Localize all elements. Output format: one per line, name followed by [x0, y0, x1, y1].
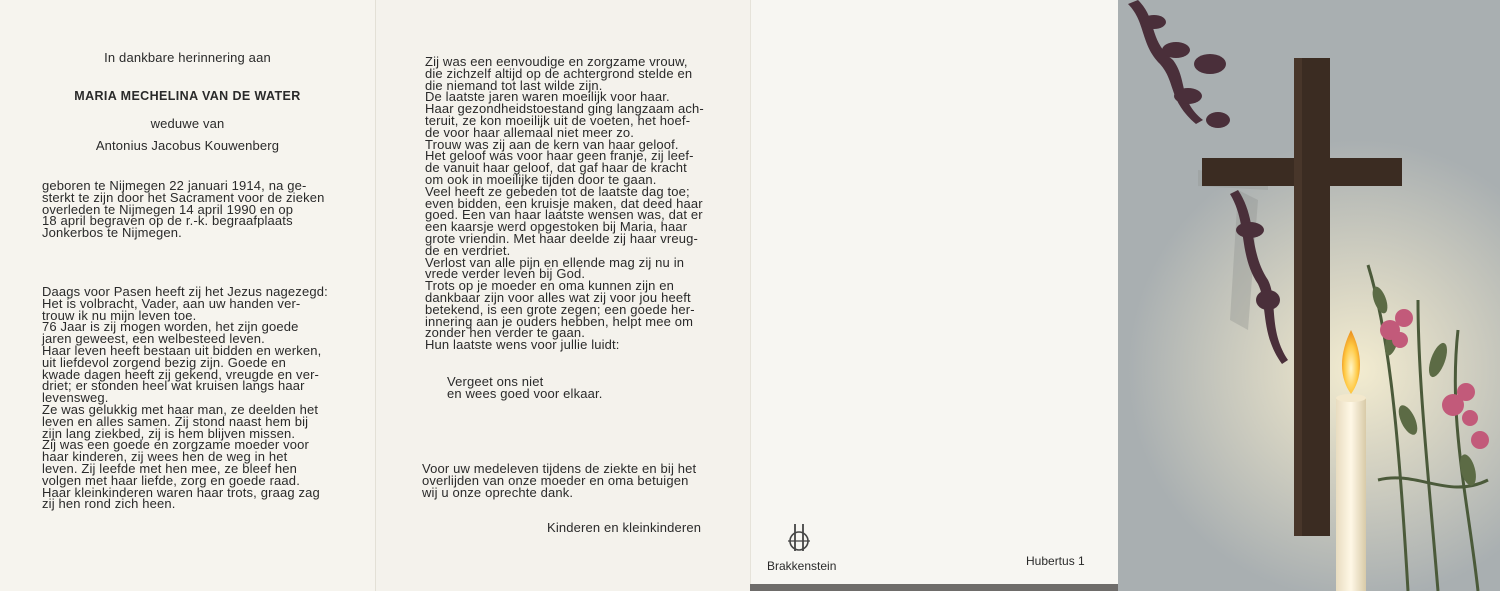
deceased-name: MARIA MECHELINA VAN DE WATER [74, 89, 301, 103]
card-panel-left [0, 0, 375, 591]
last-wish-quote: Vergeet ons niet en wees goed voor elkaar. [447, 374, 603, 401]
card-panel-middle [375, 0, 750, 591]
cross-candle-photo [1118, 0, 1500, 591]
candle [1336, 398, 1366, 591]
publisher-logo-icon [784, 521, 814, 555]
signature-line: Kinderen en kleinkinderen [547, 520, 702, 535]
publisher-name: Brakkenstein [767, 559, 837, 573]
photo-illustration [1118, 0, 1500, 591]
bottom-strip [750, 584, 1118, 591]
card-panel-back [750, 0, 1118, 591]
memorial-text-continued: Zij was een eenvoudige en zorgzame vrouw, die zichzelf altijd op de achtergrond stelde en die niemand tot last wilde zijn. De laatste jaren waren moeilijk voor haar. Haar gezondheidstoestand ging langzaam ach- teruit, ze kon moeilijk uit de voeten, het hoef- de voor haar allemaal niet meer zo. Trouw was zij aan de kern van haar geloof. Het geloof was voor haar geen franje, zij leef- de vanuit haar geloof, dat gaf haar de kracht om ook in moeilijke tijden door te gaan. Veel heeft ze gebeden tot de laatste dag toe; even bidden, een kruisje maken, dat deed haar goed. Een van haar laatste wensen was, dat er een kaarsje werd opgestoken bij Maria, haar grote vriendin. Met haar deelde zij haar vreug- de en verdriet. Verlost van alle pijn en ellende mag zij nu in vrede verder leven bij God. Trots op je moeder en oma kunnen zijn en dankbaar zijn voor alles wat zij voor jou heeft betekend, is een grote zegen; een goede her- innering aan je ouders hebben, helpt mee om zonder hen verder te gaan. Hun laatste wens voor jullie luidt: [425, 54, 704, 353]
husband-name: Antonius Jacobus Kouwenberg [95, 138, 280, 153]
memorial-text: Daags voor Pasen heeft zij het Jezus nagezegd: Het is volbracht, Vader, aan uw handen ver- trouw ik nu mijn leven toe. 76 Jaar is zij mogen worden, het zijn goede jaren geweest, een welbesteed leven. Haar leven heeft bestaan uit bidden en werken, uit liefdevol zorgend bezig zijn. Goede en kwade dagen heeft zij gekend, vreugde en ver- driet; er stonden heel wat kruisen langs haar levensweg. Ze was gelukkig met haar man, ze deelden het leven en alles samen. Zij stond naast hem bij zijn lang ziekbed, zij is hem blijven missen. Zij was een goede en zorgzame moeder voor haar kinderen, zij wees hen de weg in het leven. Zij leefde met hen mee, ze bleef hen volgen met haar liefde, zorg en goede raad. Haar kleinkinderen waren haar trots, graag zag zij hen rond zich heen. [42, 284, 328, 512]
intro-line: In dankbare herinnering aan [104, 50, 271, 65]
card-code: Hubertus 1 [1026, 554, 1085, 568]
thanks-text: Voor uw medeleven tijdens de ziekte en bij het overlijden van onze moeder en oma betuigen wij u onze oprechte dank. [422, 461, 697, 500]
biography-text: geboren te Nijmegen 22 januari 1914, na ge- sterkt te zijn door het Sacrament voor de zieken overleden te Nijmegen 14 april 1990 en op 18 april begraven op de r.-k. begraafplaats Jonkerbos te Nijmegen. [42, 178, 325, 241]
widow-of-line: weduwe van [150, 116, 225, 131]
